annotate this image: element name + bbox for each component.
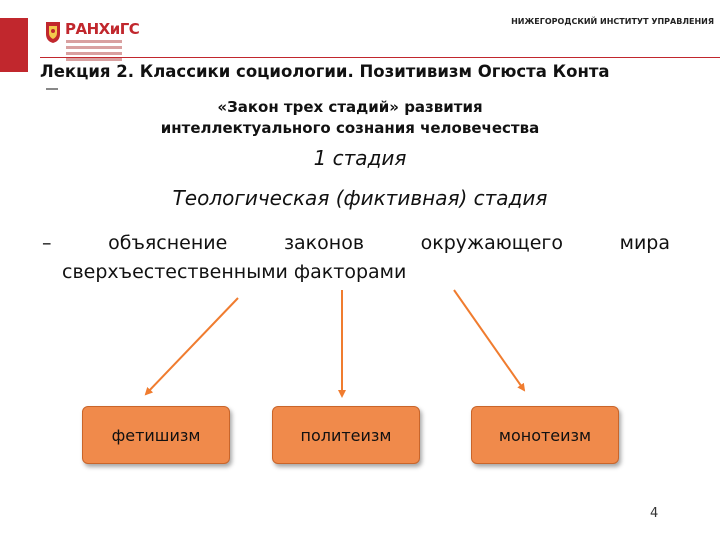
fetishism-box: фетишизм [82,406,230,464]
stage-number: 1 стадия [313,146,407,170]
explanation-word: законов [283,232,365,254]
subtitle-line-2: интеллектуального сознания человечества [160,119,540,137]
subtitle-line-1: «Закон трех стадий» развития [217,98,483,116]
explanation-word: окружающего [420,232,563,254]
stage-name: Теологическая (фиктивная) стадия [172,186,548,210]
lecture-title: Лекция 2. Классики социологии. Позитивизм Огюста Конта [40,62,610,81]
logo-text: РАНХиГС [65,20,140,38]
arrow-to-monotheism [454,290,524,390]
explanation-line-2: сверхъестественными факторами [62,261,407,283]
institute-name: НИЖЕГОРОДСКИЙ ИНСТИТУТ УПРАВЛЕНИЯ [511,17,714,26]
arrow-to-fetishism [146,298,238,394]
explanation-word: – [42,232,52,254]
polytheism-box: политеизм [272,406,420,464]
explanation-word: мира [619,232,670,254]
page-number: 4 [650,506,659,521]
explanation-word: объяснение [108,232,228,254]
monotheism-box: монотеизм [471,406,619,464]
